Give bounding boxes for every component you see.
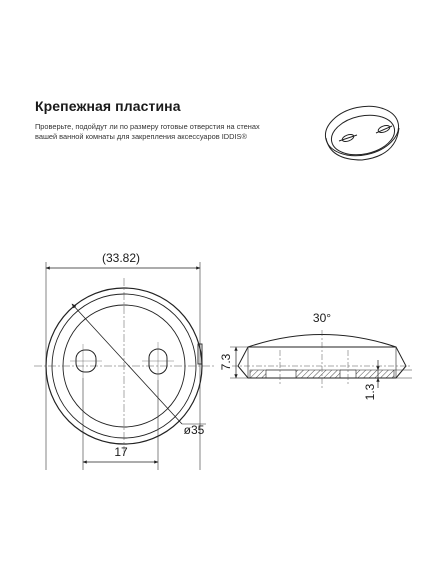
thickness-label: 1.3 xyxy=(363,383,377,401)
description-line-1: Проверьте, подойдут ли по размеру готовые отверстия на стенах xyxy=(35,122,260,131)
overall-width-label: (33.82) xyxy=(101,251,141,265)
page-title: Крепежная пластина xyxy=(35,98,181,114)
hole-spacing-label: 17 xyxy=(114,445,128,459)
diameter-label: ø35 xyxy=(183,423,205,437)
height-label: 7.3 xyxy=(219,353,233,371)
angle-label: 30° xyxy=(312,311,332,325)
plate-isometric-thumbnail xyxy=(321,100,403,162)
plate-front-view xyxy=(34,262,214,470)
plate-section-view xyxy=(230,330,412,388)
description-line-2: вашей ванной комнаты для закрепления аксессуаров IDDIS® xyxy=(35,132,247,141)
